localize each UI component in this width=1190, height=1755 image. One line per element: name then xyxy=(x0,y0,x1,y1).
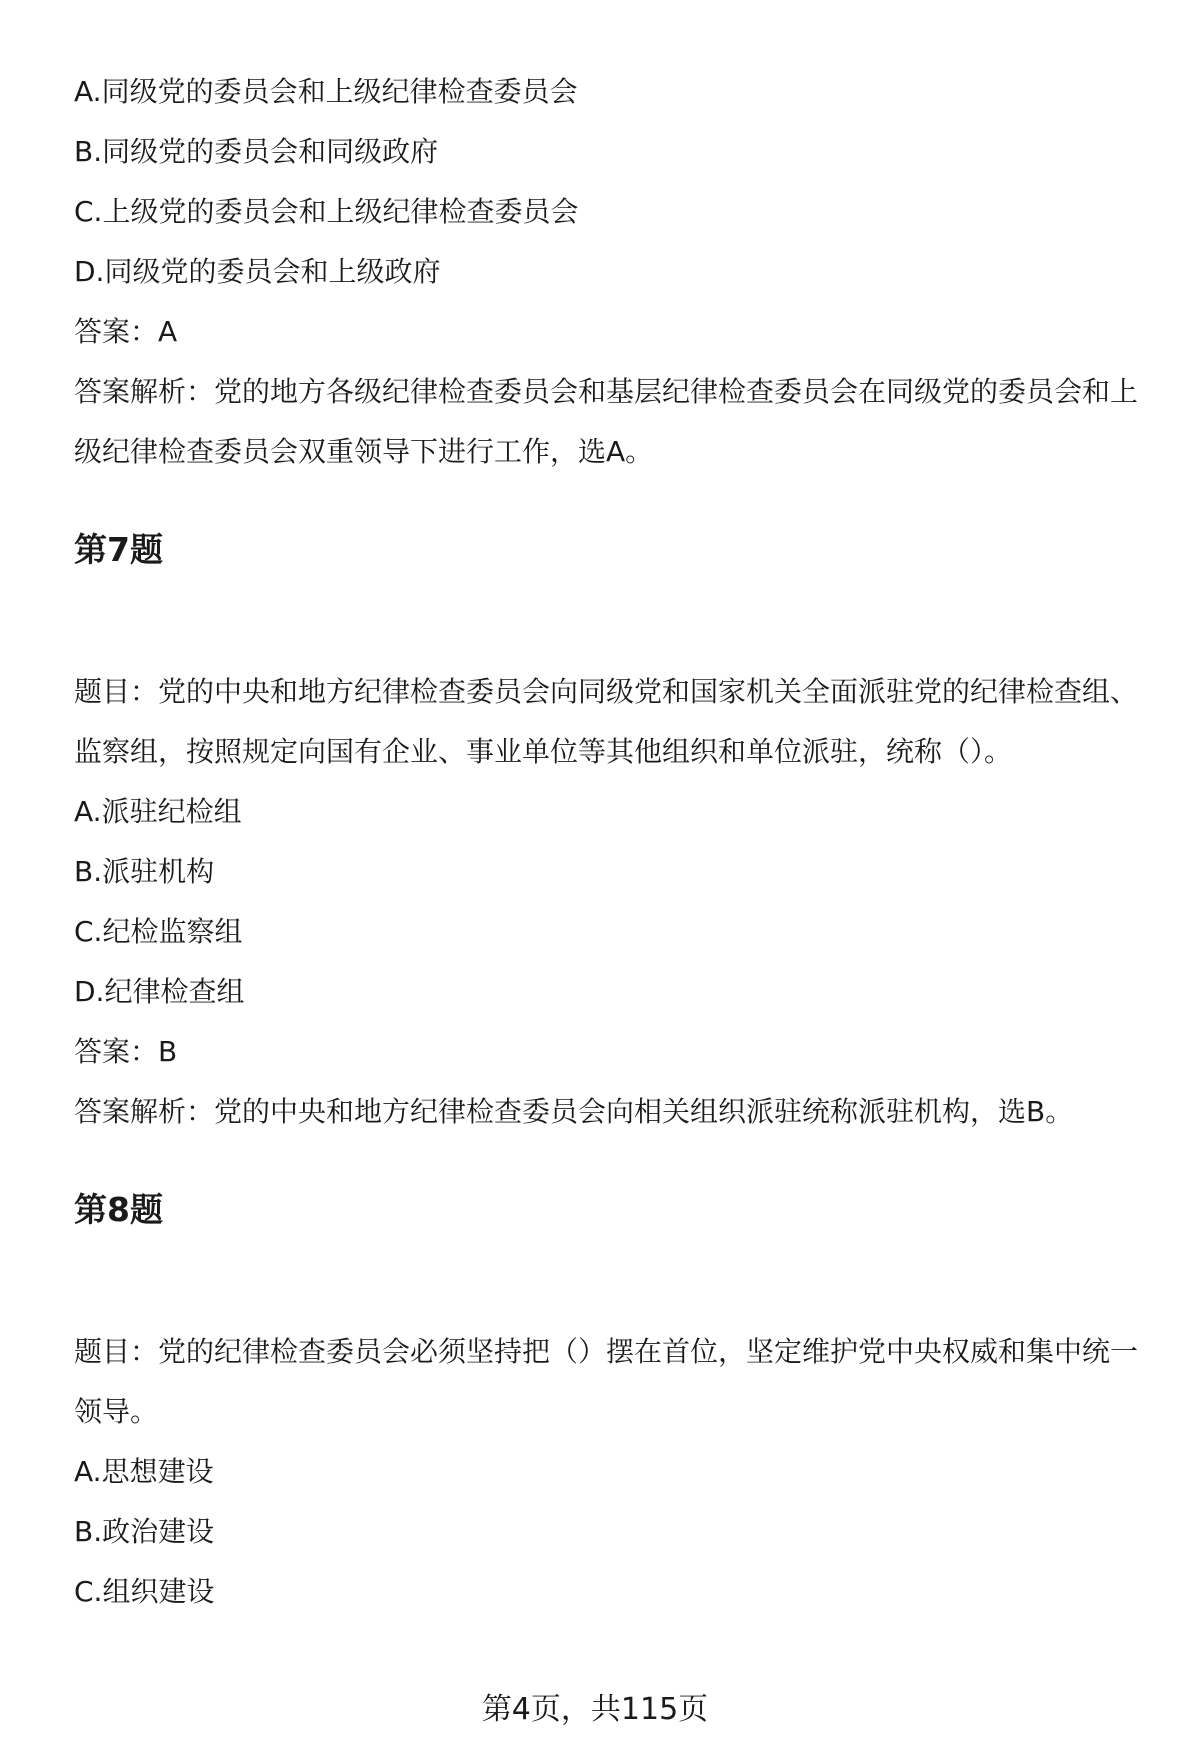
q8-question: 题目：党的纪律检查委员会必须坚持把（）摆在首位，坚定维护党中央权威和集中统一领导。 xyxy=(74,1335,1139,1428)
q7-answer: 答案：B xyxy=(74,1035,178,1068)
q8-heading: 第8题 xyxy=(74,1190,163,1229)
q7-option-a: A.派驻纪检组 xyxy=(74,795,242,828)
q8-spacer xyxy=(74,1240,1164,1322)
page-content xyxy=(74,62,1164,1622)
q6-option-a: A.同级党的委员会和上级纪律检查委员会 xyxy=(74,75,578,108)
q8-option-b: B.政治建设 xyxy=(74,1515,215,1548)
page-footer: 第4页，共115页 xyxy=(481,1692,709,1727)
q8-option-c: C.组织建设 xyxy=(74,1575,215,1608)
q6-option-b: B.同级党的委员会和同级政府 xyxy=(74,135,439,168)
q8-option-a: A.思想建设 xyxy=(74,1455,214,1488)
q7-option-d: D.纪律检查组 xyxy=(74,975,245,1008)
q7-question: 题目：党的中央和地方纪律检查委员会向同级党和国家机关全面派驻党的纪律检查组、监察组，按照规定向国有企业、事业单位等其他组织和单位派驻，统称（）。 xyxy=(74,675,1139,768)
q6-option-d: D.同级党的委员会和上级政府 xyxy=(74,255,441,288)
q7-option-b: B.派驻机构 xyxy=(74,855,215,888)
q7-option-c: C.纪检监察组 xyxy=(74,915,243,948)
q6-option-c: C.上级党的委员会和上级纪律检查委员会 xyxy=(74,195,579,228)
q6-analysis: 答案解析：党的地方各级纪律检查委员会和基层纪律检查委员会在同级党的委员会和上级纪律检查委员会双重领导下进行工作，选A。 xyxy=(74,375,1139,468)
q6-answer: 答案：A xyxy=(74,315,178,348)
q7-heading: 第7题 xyxy=(74,530,163,569)
q7-spacer xyxy=(74,580,1164,662)
q7-analysis: 答案解析：党的中央和地方纪律检查委员会向相关组织派驻统称派驻机构，选B。 xyxy=(74,1095,1074,1128)
